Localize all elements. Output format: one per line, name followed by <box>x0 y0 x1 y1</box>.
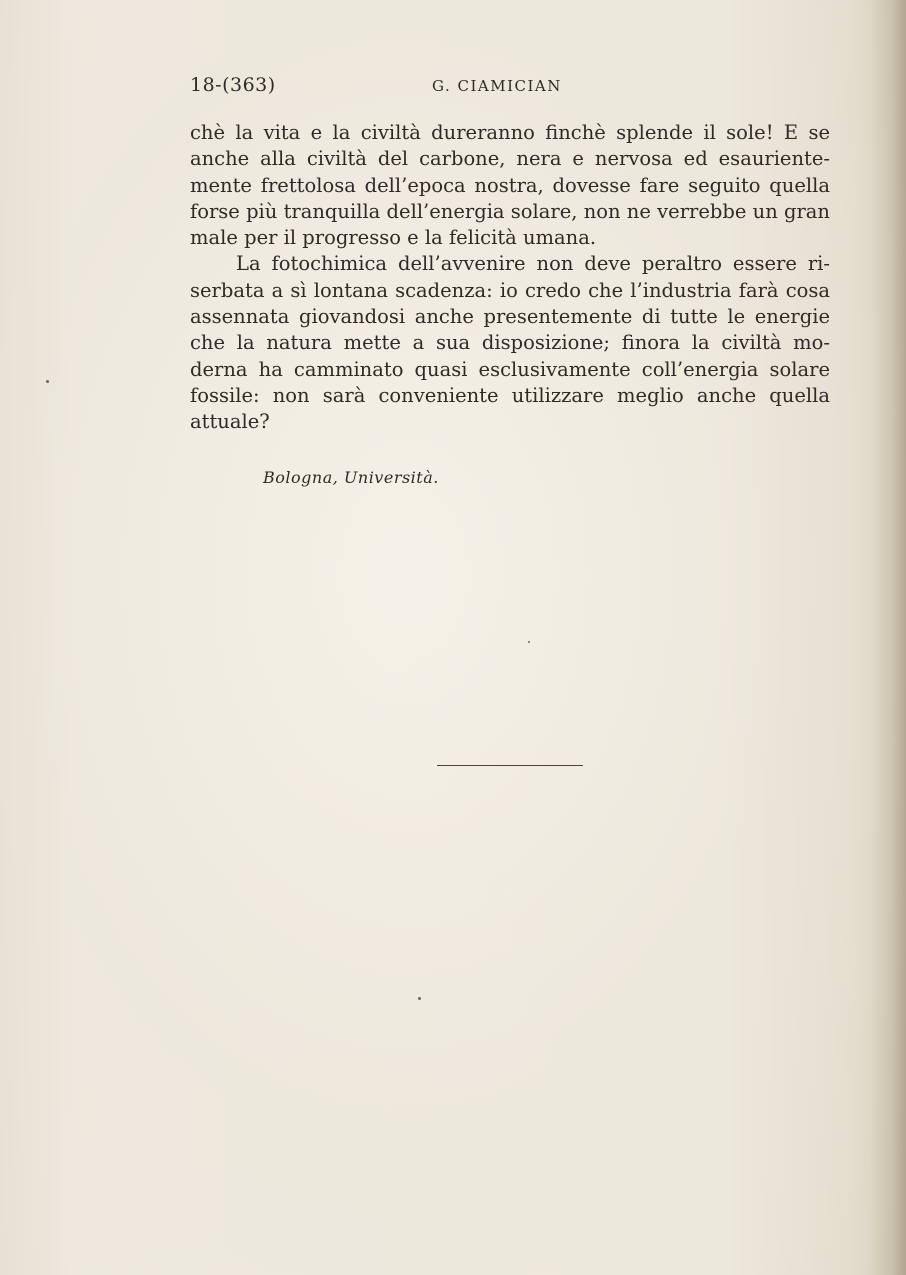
paper-speck <box>528 641 530 643</box>
text-line: chè la vita e la civiltà dureranno finchè splende il sole! E se <box>190 121 830 144</box>
text-line: attuale? <box>190 410 270 434</box>
text-line: male per il progresso e la felicità umana. <box>190 226 597 250</box>
paragraph-start-line: La fotochimica dell’avvenire non deve peraltro essere ri- <box>236 252 830 276</box>
paper-speck <box>46 380 49 383</box>
page-edge-shadow <box>870 0 906 1275</box>
signature-place: Bologna, Università. <box>263 468 439 487</box>
text-line: mente frettolosa dell’epoca nostra, dovesse fare seguito quella <box>190 173 830 197</box>
text-line: forse più tranquilla dell’energia solare, non ne verrebbe un gran <box>190 199 830 223</box>
text-line: serbata a sì lontana scadenza: io credo che l’industria farà cosa <box>190 278 830 302</box>
end-rule <box>437 765 583 766</box>
paper-speck <box>418 997 421 1000</box>
text-line: derna ha camminato quasi esclusivamente coll’energia solare <box>190 357 830 381</box>
text-line: che la natura mette a sua disposizione; finora la civiltà mo- <box>190 331 830 355</box>
page-header <box>190 74 830 104</box>
running-head: G. CIAMICIAN <box>432 77 562 95</box>
text-line: assennata giovandosi anche presentemente di tutte le energie <box>190 305 830 329</box>
text-line: anche alla civiltà del carbone, nera e nervosa ed esauriente- <box>190 147 830 171</box>
page-number: 18-(363) <box>190 74 276 96</box>
text-line: fossile: non sarà conveniente utilizzare meglio anche quella <box>190 383 830 407</box>
body-text <box>190 120 830 436</box>
